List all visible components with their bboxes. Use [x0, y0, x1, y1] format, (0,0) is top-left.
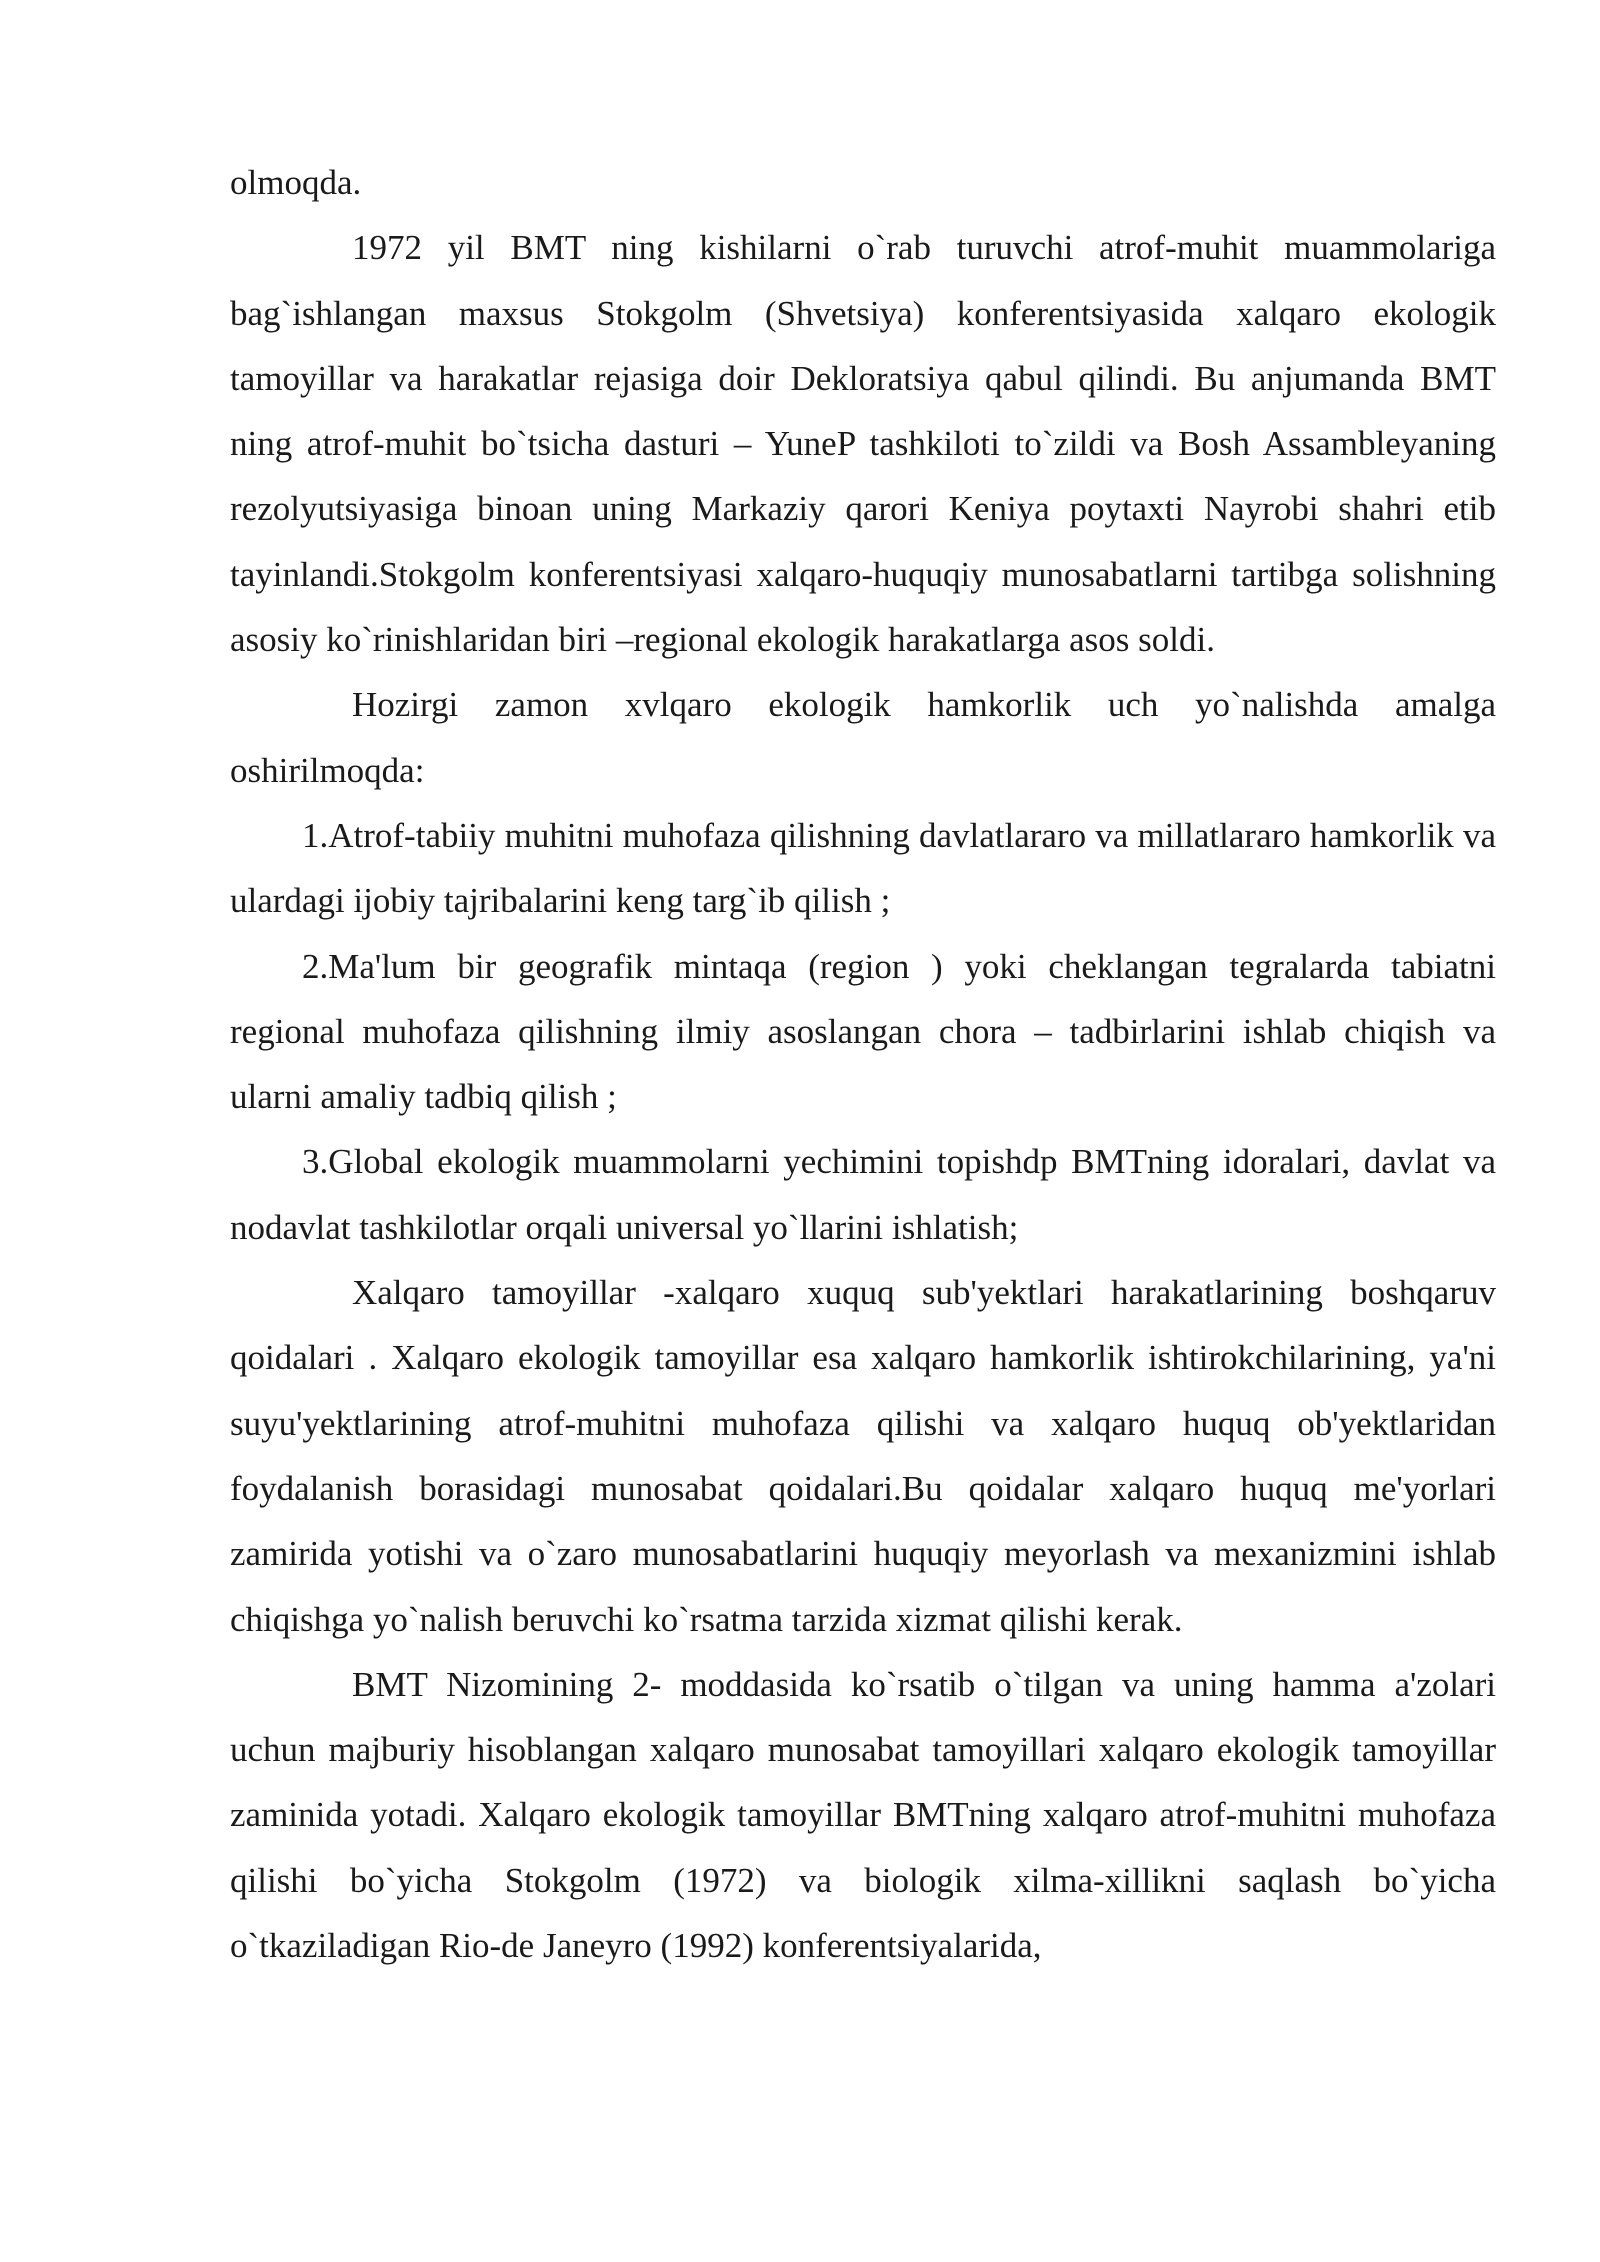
list-item-3: 3.Global ekologik muammolarni yechimini topishdp BMTning idoralari, davlat va nodavlat tashkilotlar orqali universal yo`llarini ishlatish;	[230, 1142, 1496, 1247]
paragraph-stockholm-1972: 1972 yil BMT ning kishilarni o`rab turuvchi atrof-muhit muammolariga bag`ishlangan maxsus Stokgolm (Shvetsiya) konferentsiyasida xalqaro ekologik tamoyillar va harakatlar rejasiga doir Dekloratsiya qabul qilindi. Bu anjumanda BMT ning atrof-muhit bo`tsicha dasturi – YuneP tashkiloti to`zildi va Bosh Assambleyaning rezolyutsiyasiga binoan uning Markaziy qarori Keniya poytaxti Nayrobi shahri etib tayinlandi.Stokgolm konferentsiyasi xalqaro-huquqiy munosabatlarni tartibga solishning asosiy ko`rinishlaridan biri –regional ekologik harakatlarga asos soldi.	[230, 228, 1496, 660]
paragraph-cooperation-directions: Hozirgi zamon xvlqaro ekologik hamkorlik uch yo`nalishda amalga oshirilmoqda:	[230, 685, 1496, 790]
list-item-2: 2.Ma'lum bir geografik mintaqa (region ) yoki cheklangan tegralarda tabiatni regional muhofaza qilishning ilmiy asoslangan chora – tadbirlarini ishlab chiqish va ularni amaliy tadbiq qilish ;	[230, 946, 1496, 1117]
document-page	[230, 150, 1496, 1978]
paragraph-un-charter: BMT Nizomining 2- moddasida ko`rsatib o`tilgan va uning hamma a'zolari uchun majburiy hisoblangan xalqaro munosabat tamoyillari xalqaro ekologik tamoyillar zaminida yotadi. Xalqaro ekologik tamoyillar BMTning xalqaro atrof-muhitni muhofaza qilishi bo`yicha Stokgolm (1972) va biologik xilma-xillikni saqlash bo`yicha o`tkaziladigan Rio-de Janeyro (1992) konferentsiyalarida,	[230, 1664, 1496, 1966]
list-item-1: 1.Atrof-tabiiy muhitni muhofaza qilishning davlatlararo va millatlararo hamkorlik va ulardagi ijobiy tajribalarini keng targ`ib qilish ;	[230, 815, 1496, 921]
paragraph-international-principles: Xalqaro tamoyillar -xalqaro xuquq sub'yektlari harakatlarining boshqaruv qoidalari . Xalqaro ekologik tamoyillar esa xalqaro hamkorlik ishtirokchilarining, ya'ni suyu'yektlarining atrof-muhitni muhofaza qilishi va xalqaro huquq ob'yektlaridan foydalanish borasidagi munosabat qoidalari.Bu qoidalar xalqaro huquq me'yorlari zamirida yotishi va o`zaro munosabatlarini huquqiy meyorlash va mexanizmini ishlab chiqishga yo`nalish beruvchi ko`rsatma tarzida xizmat qilishi kerak.	[230, 1273, 1496, 1639]
paragraph-continuation: olmoqda.	[230, 163, 362, 202]
